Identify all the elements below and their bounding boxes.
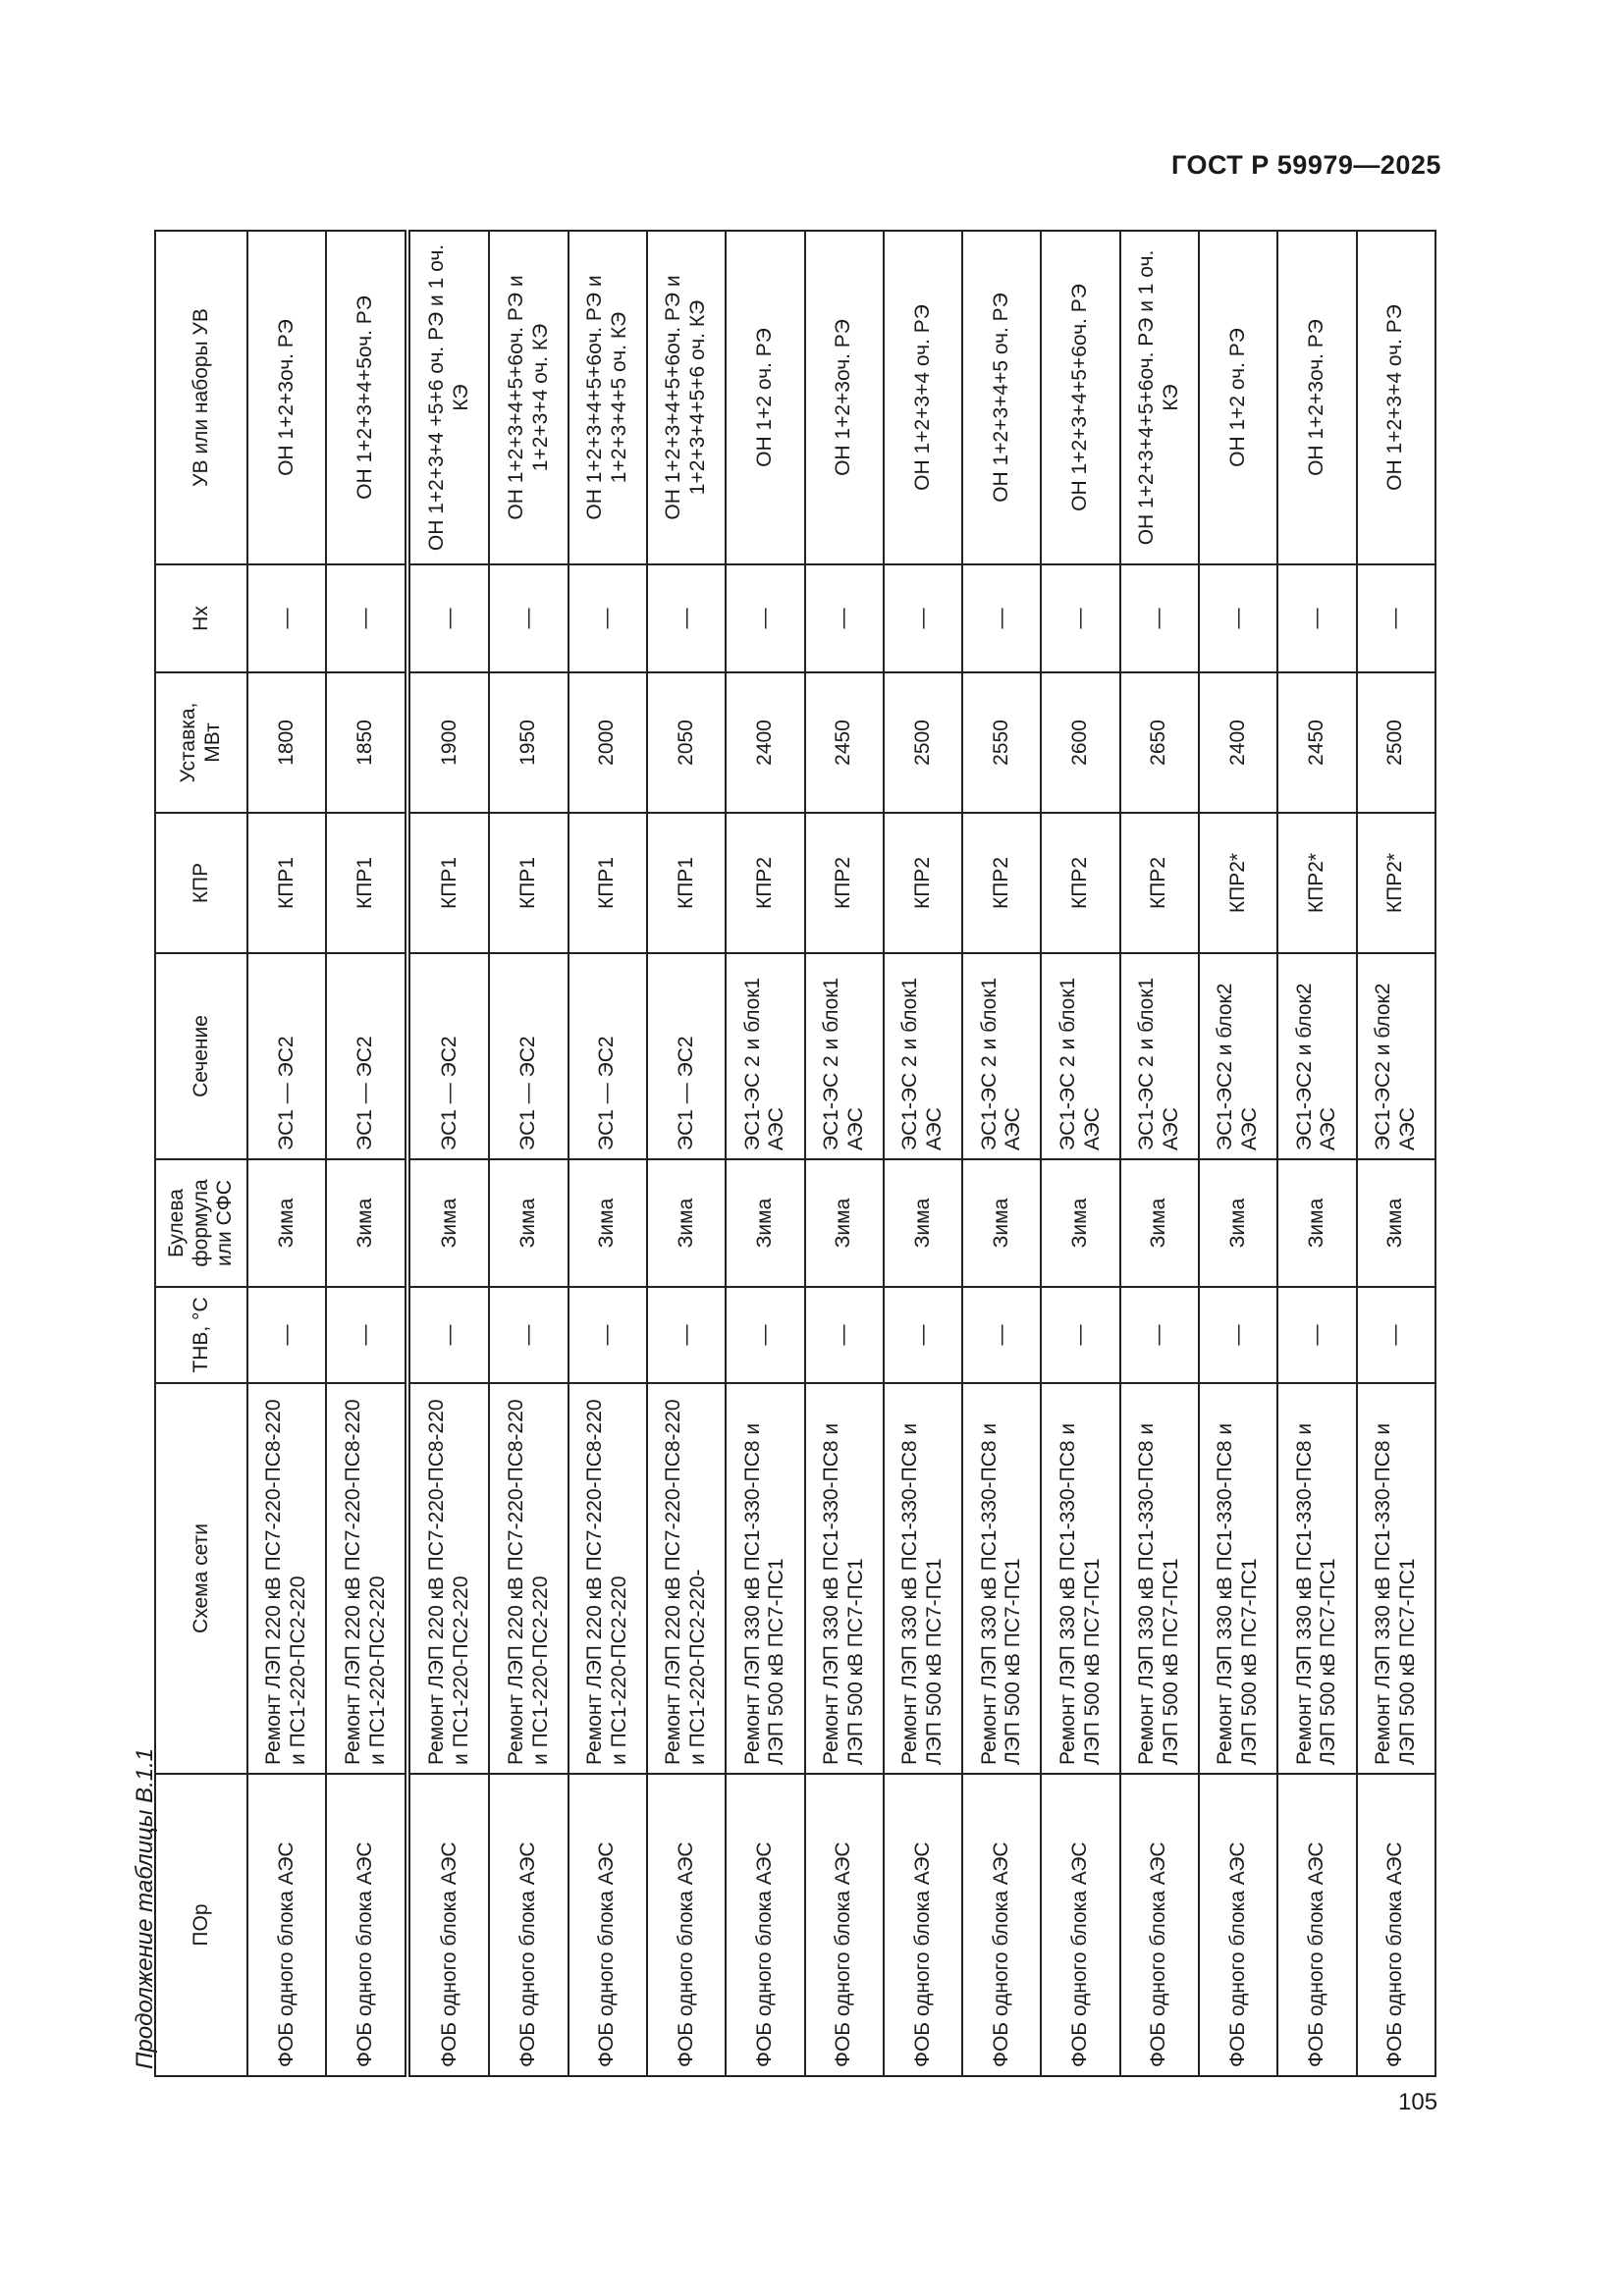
cell-bool: Зима xyxy=(962,1159,1041,1287)
cell-scheme: Ремонт ЛЭП 330 кВ ПС1-330-ПС8 и ЛЭП 500 кВ ПС7-ПС1 xyxy=(1120,1383,1199,1774)
cell-setpoint: 1900 xyxy=(407,672,489,813)
cell-setpoint: 2450 xyxy=(1277,672,1356,813)
cell-section: ЭС1-ЭС 2 и блок1 АЭС xyxy=(726,953,804,1159)
cell-uv: ОН 1+2+3оч. РЭ xyxy=(247,231,326,564)
cell-tnv: — xyxy=(326,1287,407,1383)
cell-nx: — xyxy=(647,564,726,672)
table-row xyxy=(1357,231,1435,2076)
cell-setpoint: 1800 xyxy=(247,672,326,813)
cell-nx: — xyxy=(1041,564,1119,672)
cell-bool: Зима xyxy=(647,1159,726,1287)
cell-uv: ОН 1+2+3оч. РЭ xyxy=(805,231,884,564)
table-row xyxy=(407,231,489,2076)
column-header-setpoint: Уставка, МВт xyxy=(155,672,247,813)
cell-uv: ОН 1+2+3+4+5+6оч. РЭ и 1+2+3+4+5+6 оч. КЭ xyxy=(647,231,726,564)
cell-nx: — xyxy=(805,564,884,672)
cell-section: ЭС1-ЭС 2 и блок1 АЭС xyxy=(805,953,884,1159)
cell-kpr: КПР2 xyxy=(1120,813,1199,953)
cell-kpr: КПР1 xyxy=(568,813,647,953)
cell-bool: Зима xyxy=(489,1159,568,1287)
cell-tnv: — xyxy=(805,1287,884,1383)
table-container xyxy=(154,232,1436,2077)
column-header-uv: УВ или наборы УВ xyxy=(155,231,247,564)
cell-tnv: — xyxy=(726,1287,804,1383)
cell-por: ФОБ одного блока АЭС xyxy=(1277,1774,1356,2076)
table-row xyxy=(1199,231,1277,2076)
cell-tnv: — xyxy=(1120,1287,1199,1383)
cell-section: ЭС1-ЭС 2 и блок1 АЭС xyxy=(884,953,962,1159)
cell-scheme: Ремонт ЛЭП 330 кВ ПС1-330-ПС8 и ЛЭП 500 кВ ПС7-ПС1 xyxy=(1357,1383,1435,1774)
document-code: ГОСТ Р 59979—2025 xyxy=(1171,150,1441,180)
page-number: 105 xyxy=(1398,2089,1438,2115)
cell-scheme: Ремонт ЛЭП 330 кВ ПС1-330-ПС8 и ЛЭП 500 кВ ПС7-ПС1 xyxy=(1041,1383,1119,1774)
column-header-bool: Булева формула или СФС xyxy=(155,1159,247,1287)
cell-nx: — xyxy=(1357,564,1435,672)
cell-scheme: Ремонт ЛЭП 330 кВ ПС1-330-ПС8 и ЛЭП 500 кВ ПС7-ПС1 xyxy=(1199,1383,1277,1774)
cell-por: ФОБ одного блока АЭС xyxy=(1357,1774,1435,2076)
cell-bool: Зима xyxy=(805,1159,884,1287)
table-row xyxy=(884,231,962,2076)
cell-por: ФОБ одного блока АЭС xyxy=(647,1774,726,2076)
cell-setpoint: 1850 xyxy=(326,672,407,813)
cell-scheme: Ремонт ЛЭП 220 кВ ПС7-220-ПС8-220 и ПС1-220-ПС2-220 xyxy=(568,1383,647,1774)
table-header-row xyxy=(155,231,247,2076)
cell-kpr: КПР1 xyxy=(247,813,326,953)
cell-kpr: КПР2 xyxy=(1041,813,1119,953)
cell-setpoint: 2550 xyxy=(962,672,1041,813)
cell-por: ФОБ одного блока АЭС xyxy=(247,1774,326,2076)
cell-section: ЭС1-ЭС 2 и блок1 АЭС xyxy=(1041,953,1119,1159)
cell-bool: Зима xyxy=(884,1159,962,1287)
cell-kpr: КПР2* xyxy=(1357,813,1435,953)
table-row xyxy=(805,231,884,2076)
cell-uv: ОН 1+2+3+4+5 оч. РЭ xyxy=(962,231,1041,564)
table-row xyxy=(1041,231,1119,2076)
cell-setpoint: 2500 xyxy=(884,672,962,813)
cell-setpoint: 2450 xyxy=(805,672,884,813)
cell-kpr: КПР2* xyxy=(1277,813,1356,953)
cell-por: ФОБ одного блока АЭС xyxy=(568,1774,647,2076)
cell-kpr: КПР1 xyxy=(326,813,407,953)
table-row xyxy=(1120,231,1199,2076)
cell-tnv: — xyxy=(1277,1287,1356,1383)
cell-kpr: КПР1 xyxy=(647,813,726,953)
cell-section: ЭС1 — ЭС2 xyxy=(647,953,726,1159)
cell-nx: — xyxy=(489,564,568,672)
column-header-kpr: КПР xyxy=(155,813,247,953)
cell-por: ФОБ одного блока АЭС xyxy=(407,1774,489,2076)
cell-tnv: — xyxy=(962,1287,1041,1383)
cell-por: ФОБ одного блока АЭС xyxy=(326,1774,407,2076)
cell-nx: — xyxy=(726,564,804,672)
cell-kpr: КПР1 xyxy=(489,813,568,953)
cell-scheme: Ремонт ЛЭП 220 кВ ПС7-220-ПС8-220 и ПС1-220-ПС2-220 xyxy=(407,1383,489,1774)
cell-nx: — xyxy=(884,564,962,672)
cell-nx: — xyxy=(1277,564,1356,672)
cell-uv: ОН 1+2 оч. РЭ xyxy=(726,231,804,564)
cell-scheme: Ремонт ЛЭП 330 кВ ПС1-330-ПС8 и ЛЭП 500 кВ ПС7-ПС1 xyxy=(962,1383,1041,1774)
table-row xyxy=(326,231,407,2076)
table-row xyxy=(489,231,568,2076)
cell-por: ФОБ одного блока АЭС xyxy=(489,1774,568,2076)
cell-scheme: Ремонт ЛЭП 330 кВ ПС1-330-ПС8 и ЛЭП 500 кВ ПС7-ПС1 xyxy=(805,1383,884,1774)
cell-tnv: — xyxy=(1199,1287,1277,1383)
cell-bool: Зима xyxy=(1041,1159,1119,1287)
cell-tnv: — xyxy=(1357,1287,1435,1383)
cell-section: ЭС1-ЭС 2 и блок1 АЭС xyxy=(962,953,1041,1159)
cell-por: ФОБ одного блока АЭС xyxy=(1041,1774,1119,2076)
cell-setpoint: 2400 xyxy=(1199,672,1277,813)
cell-uv: ОН 1+2+3оч. РЭ xyxy=(1277,231,1356,564)
cell-nx: — xyxy=(247,564,326,672)
table-row xyxy=(962,231,1041,2076)
cell-section: ЭС1 — ЭС2 xyxy=(407,953,489,1159)
cell-nx: — xyxy=(326,564,407,672)
cell-kpr: КПР2 xyxy=(962,813,1041,953)
cell-scheme: Ремонт ЛЭП 220 кВ ПС7-220-ПС8-220 и ПС1-220-ПС2-220 xyxy=(247,1383,326,1774)
table-row xyxy=(726,231,804,2076)
cell-bool: Зима xyxy=(326,1159,407,1287)
column-header-section: Сечение xyxy=(155,953,247,1159)
column-header-por: ПОр xyxy=(155,1774,247,2076)
cell-tnv: — xyxy=(489,1287,568,1383)
cell-uv: ОН 1+2+3+4 оч. РЭ xyxy=(884,231,962,564)
cell-bool: Зима xyxy=(726,1159,804,1287)
column-header-tnv: ТНВ, °С xyxy=(155,1287,247,1383)
cell-setpoint: 2500 xyxy=(1357,672,1435,813)
cell-setpoint: 2650 xyxy=(1120,672,1199,813)
cell-scheme: Ремонт ЛЭП 330 кВ ПС1-330-ПС8 и ЛЭП 500 кВ ПС7-ПС1 xyxy=(726,1383,804,1774)
cell-setpoint: 2400 xyxy=(726,672,804,813)
cell-section: ЭС1 — ЭС2 xyxy=(489,953,568,1159)
cell-por: ФОБ одного блока АЭС xyxy=(962,1774,1041,2076)
table-row xyxy=(247,231,326,2076)
cell-kpr: КПР2 xyxy=(805,813,884,953)
cell-bool: Зима xyxy=(1357,1159,1435,1287)
cell-kpr: КПР2 xyxy=(884,813,962,953)
cell-section: ЭС1-ЭС2 и блок2 АЭС xyxy=(1277,953,1356,1159)
cell-uv: ОН 1+2+3+4 +5+6 оч. РЭ и 1 оч. КЭ xyxy=(407,231,489,564)
cell-nx: — xyxy=(407,564,489,672)
cell-uv: ОН 1+2 оч. РЭ xyxy=(1199,231,1277,564)
cell-por: ФОБ одного блока АЭС xyxy=(884,1774,962,2076)
cell-scheme: Ремонт ЛЭП 220 кВ ПС7-220-ПС8-220 и ПС1-220-ПС2-220 xyxy=(326,1383,407,1774)
column-header-scheme: Схема сети xyxy=(155,1383,247,1774)
cell-bool: Зима xyxy=(407,1159,489,1287)
cell-section: ЭС1 — ЭС2 xyxy=(326,953,407,1159)
cell-kpr: КПР2* xyxy=(1199,813,1277,953)
cell-kpr: КПР2 xyxy=(726,813,804,953)
cell-uv: ОН 1+2+3+4 оч. РЭ xyxy=(1357,231,1435,564)
table-row xyxy=(568,231,647,2076)
cell-tnv: — xyxy=(568,1287,647,1383)
cell-por: ФОБ одного блока АЭС xyxy=(805,1774,884,2076)
cell-tnv: — xyxy=(407,1287,489,1383)
cell-scheme: Ремонт ЛЭП 330 кВ ПС1-330-ПС8 и ЛЭП 500 кВ ПС7-ПС1 xyxy=(1277,1383,1356,1774)
cell-setpoint: 1950 xyxy=(489,672,568,813)
cell-section: ЭС1-ЭС2 и блок2 АЭС xyxy=(1199,953,1277,1159)
cell-uv: ОН 1+2+3+4+5+6оч. РЭ и 1+2+3+4+5 оч. КЭ xyxy=(568,231,647,564)
cell-nx: — xyxy=(568,564,647,672)
cell-nx: — xyxy=(1199,564,1277,672)
table-row xyxy=(1277,231,1356,2076)
cell-section: ЭС1-ЭС 2 и блок1 АЭС xyxy=(1120,953,1199,1159)
cell-tnv: — xyxy=(884,1287,962,1383)
cell-bool: Зима xyxy=(247,1159,326,1287)
cell-setpoint: 2000 xyxy=(568,672,647,813)
cell-setpoint: 2050 xyxy=(647,672,726,813)
cell-por: ФОБ одного блока АЭС xyxy=(1120,1774,1199,2076)
cell-uv: ОН 1+2+3+4+5+6оч. РЭ xyxy=(1041,231,1119,564)
cell-bool: Зима xyxy=(1277,1159,1356,1287)
cell-tnv: — xyxy=(1041,1287,1119,1383)
cell-por: ФОБ одного блока АЭС xyxy=(726,1774,804,2076)
cell-kpr: КПР1 xyxy=(407,813,489,953)
cell-scheme: Ремонт ЛЭП 220 кВ ПС7-220-ПС8-220 и ПС1-220-ПС2-220- xyxy=(647,1383,726,1774)
cell-uv: ОН 1+2+3+4+5+6оч. РЭ и 1 оч. КЭ xyxy=(1120,231,1199,564)
cell-section: ЭС1-ЭС2 и блок2 АЭС xyxy=(1357,953,1435,1159)
cell-setpoint: 2600 xyxy=(1041,672,1119,813)
cell-bool: Зима xyxy=(568,1159,647,1287)
cell-tnv: — xyxy=(647,1287,726,1383)
cell-bool: Зима xyxy=(1199,1159,1277,1287)
cell-nx: — xyxy=(962,564,1041,672)
cell-uv: ОН 1+2+3+4+5оч. РЭ xyxy=(326,231,407,564)
cell-bool: Зима xyxy=(1120,1159,1199,1287)
cell-section: ЭС1 — ЭС2 xyxy=(247,953,326,1159)
cell-section: ЭС1 — ЭС2 xyxy=(568,953,647,1159)
column-header-nx: Нх xyxy=(155,564,247,672)
cell-tnv: — xyxy=(247,1287,326,1383)
cell-scheme: Ремонт ЛЭП 330 кВ ПС1-330-ПС8 и ЛЭП 500 кВ ПС7-ПС1 xyxy=(884,1383,962,1774)
cell-uv: ОН 1+2+3+4+5+6оч. РЭ и 1+2+3+4 оч. КЭ xyxy=(489,231,568,564)
cell-scheme: Ремонт ЛЭП 220 кВ ПС7-220-ПС8-220 и ПС1-220-ПС2-220 xyxy=(489,1383,568,1774)
data-table xyxy=(154,230,1436,2077)
table-row xyxy=(647,231,726,2076)
table-caption: Продолжение таблицы В.1.1 xyxy=(132,1747,158,2069)
cell-por: ФОБ одного блока АЭС xyxy=(1199,1774,1277,2076)
cell-nx: — xyxy=(1120,564,1199,672)
